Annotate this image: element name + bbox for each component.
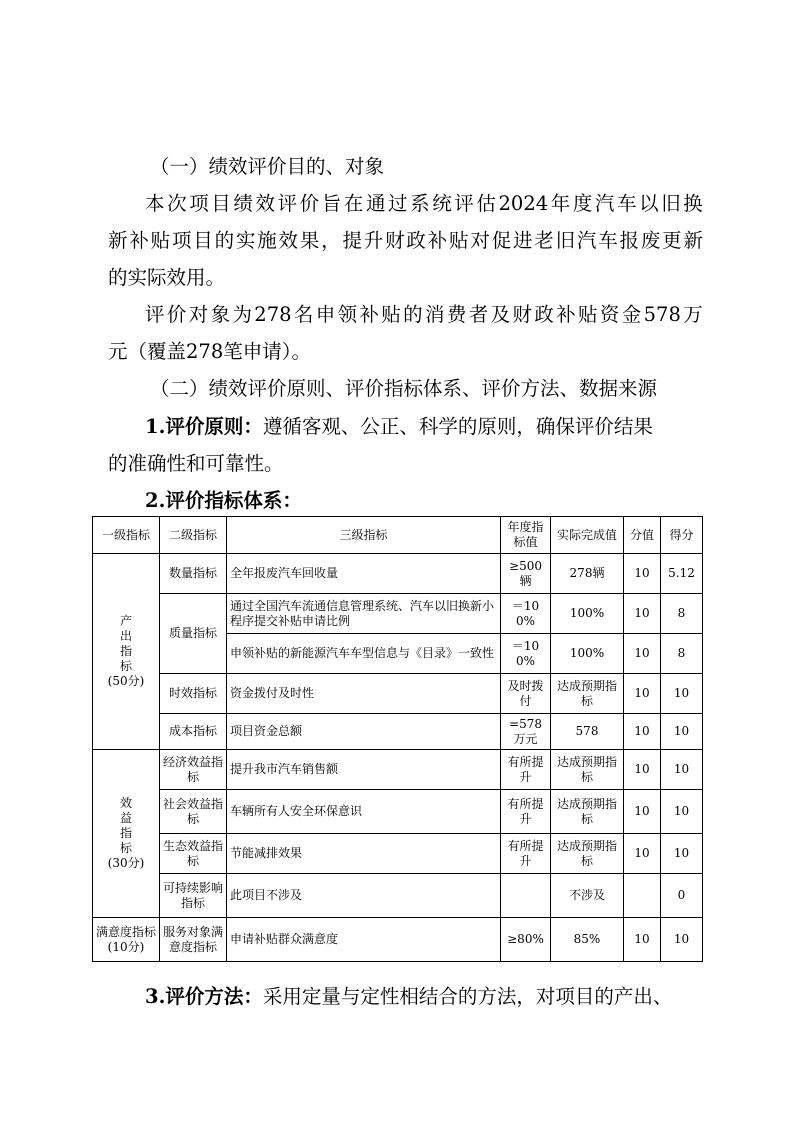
cell-earned: 8 xyxy=(661,634,703,674)
table-row xyxy=(93,714,703,750)
cell-level2: 可持续影响指标 xyxy=(160,874,227,918)
header-level1: 一级指标 xyxy=(93,517,160,554)
cell-score: 10 xyxy=(624,554,661,594)
cell-earned: 5.12 xyxy=(661,554,703,594)
section1-heading: （一）绩效评价目的、对象 xyxy=(150,155,385,178)
cell-score: 10 xyxy=(624,674,661,714)
system-heading: 2.评价指标体系： xyxy=(145,489,302,512)
cell-actual: 85% xyxy=(551,918,624,962)
cell-actual: 达成预期指标 xyxy=(551,834,624,874)
table-row xyxy=(93,750,703,790)
cell-score: 10 xyxy=(624,634,661,674)
section2-heading: （二）绩效评价原则、评价指标体系、评价方法、数据来源 xyxy=(150,377,658,400)
method-line-1: 采用定量与定性相结合的方法，对项目的产出、 xyxy=(262,985,673,1008)
cell-actual: 100% xyxy=(551,594,624,634)
cell-level3: 申请补贴群众满意度 xyxy=(227,918,501,962)
cell-actual: 不涉及 xyxy=(551,874,624,918)
cell-actual: 达成预期指标 xyxy=(551,750,624,790)
target-line-1: 评 价 对 象 为 278 名 申 领 补 贴 的 消 费 者 及 财 政 补 贴 资 金 578 万 xyxy=(145,303,703,326)
cell-target: ≥500辆 xyxy=(501,554,551,594)
cell-earned: 10 xyxy=(661,790,703,834)
cell-actual: 达成预期指标 xyxy=(551,674,624,714)
indicator-table xyxy=(92,516,703,962)
cell-score: 10 xyxy=(624,918,661,962)
header-level3: 三级指标 xyxy=(227,517,501,554)
cell-level2: 成本指标 xyxy=(160,714,227,750)
cell-target: 有所提升 xyxy=(501,834,551,874)
cell-level3: 资金拨付及时性 xyxy=(227,674,501,714)
header-level2: 二级指标 xyxy=(160,517,227,554)
cell-level2: 经济效益指标 xyxy=(160,750,227,790)
cell-target: ＝100% xyxy=(501,634,551,674)
purpose-line-1: 本 次 项 目 绩 效 评 价 旨 在 通 过 系 统 评 估 2024 年 度 汽 车 以 旧 换 xyxy=(145,192,703,215)
cell-level3: 申领补贴的新能源汽车车型信息与《目录》一致性 xyxy=(227,634,501,674)
cell-earned: 10 xyxy=(661,918,703,962)
cell-target: ＝100% xyxy=(501,594,551,634)
cell-actual: 100% xyxy=(551,634,624,674)
method-label: 3.评价方法： xyxy=(145,985,263,1008)
cell-level1: 满意度指标(10分) xyxy=(93,918,160,962)
header-target: 年度指标值 xyxy=(501,517,551,554)
cell-earned: 10 xyxy=(661,834,703,874)
cell-score: 10 xyxy=(624,714,661,750)
table-row xyxy=(93,790,703,834)
cell-score: 10 xyxy=(624,750,661,790)
cell-actual: 达成预期指标 xyxy=(551,790,624,834)
cell-score: 10 xyxy=(624,594,661,634)
cell-level2: 生态效益指标 xyxy=(160,834,227,874)
cell-level3: 全年报废汽车回收量 xyxy=(227,554,501,594)
cell-level2: 时效指标 xyxy=(160,674,227,714)
table-row xyxy=(93,874,703,918)
cell-level3: 通过全国汽车流通信息管理系统、汽车以旧换新小程序提交补贴申请比例 xyxy=(227,594,501,634)
header-earned: 得分 xyxy=(661,517,703,554)
purpose-line-3: 的实际效用。 xyxy=(108,266,226,289)
group-benefit: 效 益 指 标 (30分) xyxy=(93,750,160,918)
principle-line-2: 的准确性和可靠性。 xyxy=(108,452,284,475)
cell-target: 及时拨付 xyxy=(501,674,551,714)
header-score: 分值 xyxy=(624,517,661,554)
cell-actual: 278辆 xyxy=(551,554,624,594)
cell-actual: 578 xyxy=(551,714,624,750)
cell-earned: 0 xyxy=(661,874,703,918)
cell-level3: 提升我市汽车销售额 xyxy=(227,750,501,790)
table-row xyxy=(93,834,703,874)
cell-target: 有所提升 xyxy=(501,750,551,790)
header-actual: 实际完成值 xyxy=(551,517,624,554)
cell-level3: 项目资金总额 xyxy=(227,714,501,750)
cell-target: ≥80% xyxy=(501,918,551,962)
cell-target: =578万元 xyxy=(501,714,551,750)
cell-score: 10 xyxy=(624,834,661,874)
table-row xyxy=(93,674,703,714)
cell-level2: 服务对象满意度指标 xyxy=(160,918,227,962)
cell-score: 10 xyxy=(624,790,661,834)
table-row xyxy=(93,594,703,634)
target-line-2: 元（覆盖278笔申请）。 xyxy=(108,340,311,363)
principle-label: 1.评价原则： xyxy=(145,415,263,438)
principle-line-1: 遵循客观、公正、科学的原则，确保评价结果 xyxy=(262,415,653,438)
cell-earned: 10 xyxy=(661,674,703,714)
purpose-line-2: 新 补 贴 项 目 的 实 施 效 果 ， 提 升 财 政 补 贴 对 促 进 老 旧 汽 车 报 废 更 新 xyxy=(108,229,703,252)
cell-score xyxy=(624,874,661,918)
method-paragraph xyxy=(145,985,672,1009)
cell-level2: 质量指标 xyxy=(160,594,227,674)
table-row xyxy=(93,918,703,962)
group-output: 产 出 指 标 (50分) xyxy=(93,554,160,750)
cell-level2: 社会效益指标 xyxy=(160,790,227,834)
cell-level3: 此项目不涉及 xyxy=(227,874,501,918)
table-header-row xyxy=(93,517,703,554)
cell-level2: 数量指标 xyxy=(160,554,227,594)
cell-level3: 节能减排效果 xyxy=(227,834,501,874)
cell-level3: 车辆所有人安全环保意识 xyxy=(227,790,501,834)
table-row xyxy=(93,554,703,594)
cell-target xyxy=(501,874,551,918)
principle-paragraph xyxy=(145,415,653,439)
cell-earned: 10 xyxy=(661,714,703,750)
cell-earned: 10 xyxy=(661,750,703,790)
cell-target: 有所提升 xyxy=(501,790,551,834)
cell-earned: 8 xyxy=(661,594,703,634)
